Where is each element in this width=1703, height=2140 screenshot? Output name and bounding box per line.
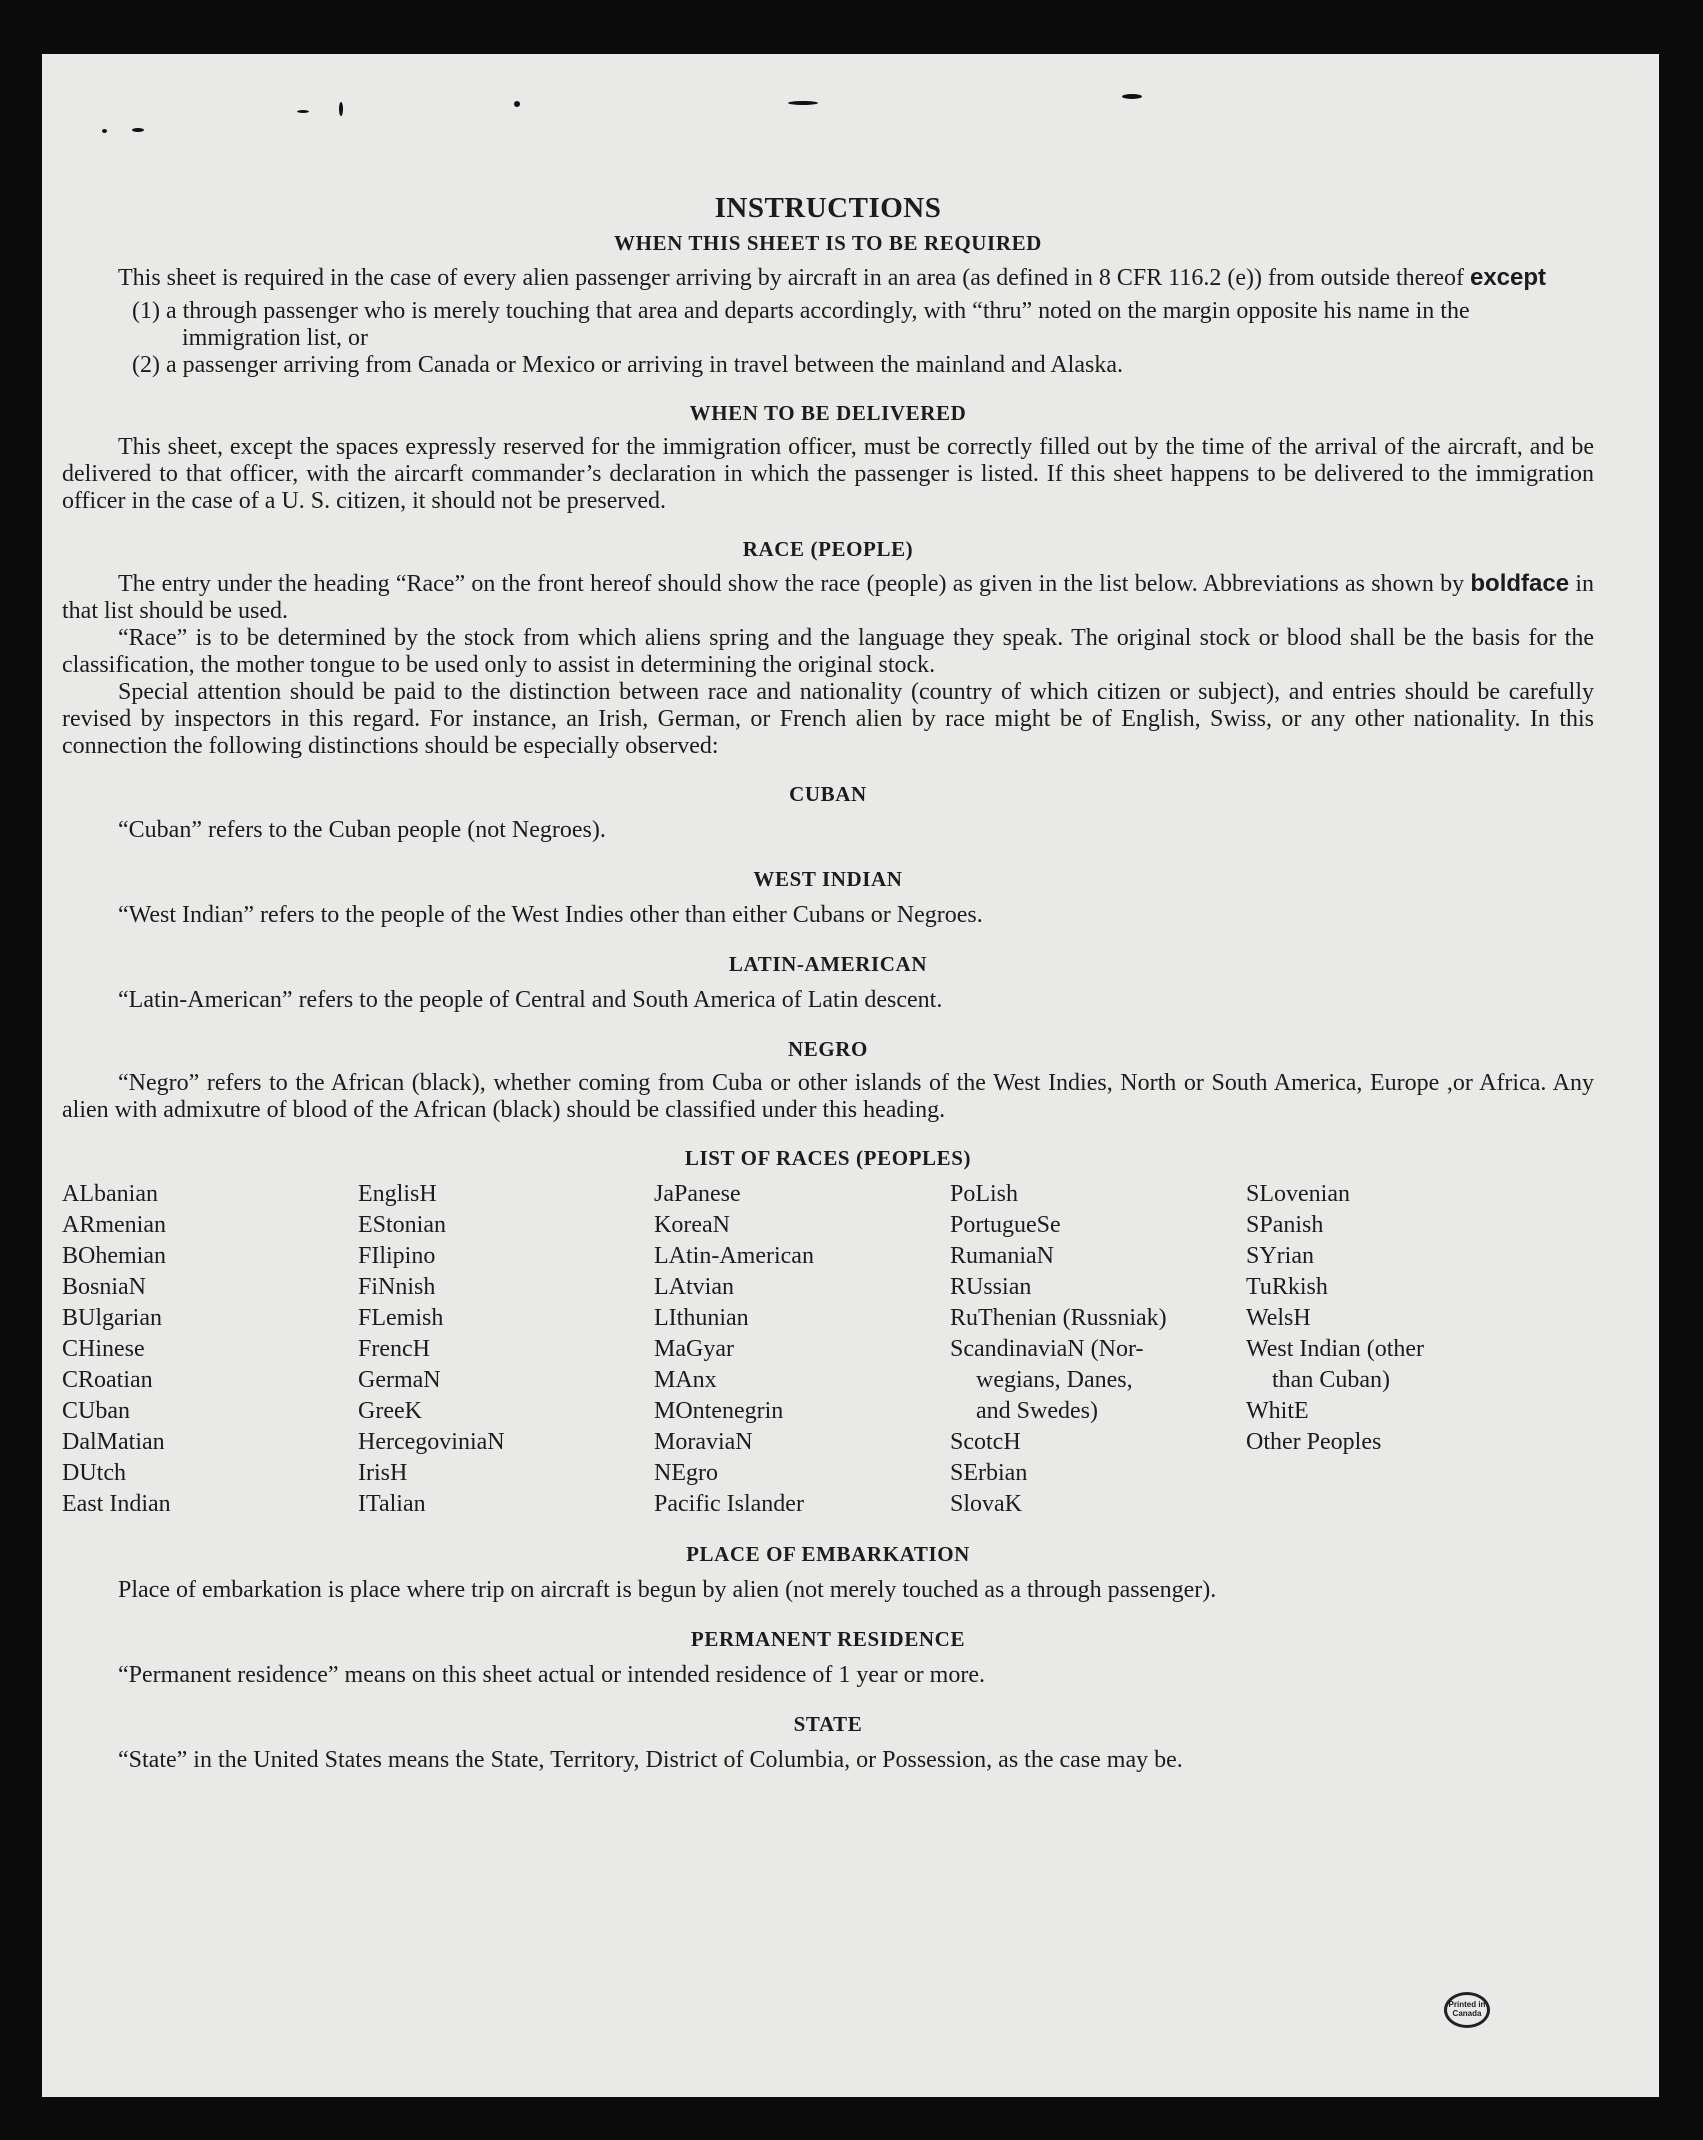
race-entry: East Indian	[62, 1491, 171, 1517]
speck-mark	[514, 101, 520, 107]
race-column-2	[358, 1179, 654, 1520]
race-entry: RuThenian (Russniak)	[950, 1305, 1167, 1331]
heading-permanent-residence: PERMANENT RESIDENCE	[690, 1627, 966, 1651]
race-entry: MAnx	[654, 1367, 717, 1393]
document-page	[42, 54, 1659, 2097]
heading-when-delivered: WHEN TO BE DELIVERED	[689, 401, 967, 425]
heading-state: STATE	[793, 1712, 863, 1736]
heading-race: RACE (PEOPLE)	[742, 537, 914, 561]
race-column-4	[950, 1179, 1246, 1520]
when-required-intro	[62, 264, 1594, 292]
race-p1-bold: boldface	[1470, 570, 1570, 597]
speck-mark	[102, 129, 107, 133]
race-entry: EStonian	[358, 1212, 446, 1238]
race-entry: PortugueSe	[950, 1212, 1061, 1238]
latin-american-text: “Latin-American” refers to the people of Central and South America of Latin descent.	[118, 987, 943, 1013]
state-text: “State” in the United States means the State, Territory, District of Columbia, or Possession, as the case may be.	[118, 1747, 1183, 1773]
embarkation-text: Place of embarkation is place where trip on aircraft is begun by alien (not merely touched as a through passenger).	[118, 1577, 1217, 1603]
race-entry: RUssian	[950, 1274, 1032, 1300]
race-entry: ALbanian	[62, 1181, 158, 1207]
race-entry: LAtvian	[654, 1274, 734, 1300]
heading-west-indian: WEST INDIAN	[753, 867, 903, 891]
race-entry: and Swedes)	[976, 1398, 1098, 1424]
race-entry: WelsH	[1246, 1305, 1311, 1331]
heading-cuban: CUBAN	[789, 782, 867, 806]
race-p1-text-a: The entry under the heading “Race” on the front hereof should show the race (people) as given in the list below. Abbreviations as shown by	[118, 571, 1465, 597]
race-entry: MOntenegrin	[654, 1398, 784, 1424]
heading-latin-american: LATIN-AMERICAN	[728, 952, 928, 976]
race-entry: TuRkish	[1246, 1274, 1328, 1300]
race-entry: SErbian	[950, 1460, 1028, 1486]
race-entry: SlovaK	[950, 1491, 1022, 1517]
race-entry: LAtin-American	[654, 1243, 814, 1269]
race-entry: Other Peoples	[1246, 1429, 1382, 1455]
speck-mark	[132, 128, 144, 132]
race-entry: SYrian	[1246, 1243, 1314, 1269]
heading-embarkation: PLACE OF EMBARKATION	[686, 1542, 970, 1566]
exception-item-1: (1) a through passenger who is merely touching that area and departs accordingly, with “thru” noted on the margin opposite his name in the immigration list, or	[132, 298, 1470, 351]
residence-text: “Permanent residence” means on this sheet actual or intended residence of 1 year or more.	[118, 1662, 985, 1688]
cuban-text: “Cuban” refers to the Cuban people (not Negroes).	[118, 817, 606, 843]
race-column-3	[654, 1179, 950, 1520]
when-delivered-text: This sheet, except the spaces expressly reserved for the immigration officer, must be correctly filled out by the time of the arrival of the aircraft, and be delivered to that officer, with the aircarft commander’s declaration in which the passenger is listed. If this sheet happens to be delivered to the immigration officer in the case of a U. S. citizen, it should not be preserved.	[62, 434, 1594, 514]
race-entry: GreeK	[358, 1398, 422, 1424]
speck-mark	[1122, 94, 1142, 99]
race-entry: Pacific Islander	[654, 1491, 804, 1517]
race-entry: NEgro	[654, 1460, 718, 1486]
race-entry: CHinese	[62, 1336, 145, 1362]
race-entry: wegians, Danes,	[976, 1367, 1133, 1393]
race-entry: IrisH	[358, 1460, 408, 1486]
heading-when-required: WHEN THIS SHEET IS TO BE REQUIRED	[614, 231, 1042, 255]
race-entry: WhitE	[1246, 1398, 1309, 1424]
race-paragraph-2: “Race” is to be determined by the stock from which aliens spring and the language they speak. The original stock or blood shall be the basis for the classification, the mother tongue to be used only to assist in determining the original stock.	[62, 625, 1594, 678]
race-paragraph-3: Special attention should be paid to the distinction between race and nationality (country of which citizen or subject), and entries should be carefully revised by inspectors in this regard. For instance, an Irish, German, or French alien by race might be of English, Swiss, or any other nationality. In this connection the following distinctions should be especially observed:	[62, 679, 1594, 759]
race-p1-text-b: in that list should be used.	[62, 571, 1595, 624]
when-required-intro-text: This sheet is required in the case of every alien passenger arriving by aircraft in an area (as defined in 8 CFR 116.2 (e)) from outside thereof	[118, 265, 1464, 291]
race-entry: ITalian	[358, 1491, 426, 1517]
when-required-intro-bold: except	[1469, 264, 1547, 291]
race-entry: DalMatian	[62, 1429, 165, 1455]
race-paragraph-1	[62, 570, 1594, 625]
race-entry: FiNnish	[358, 1274, 436, 1300]
race-entry: EnglisH	[358, 1181, 437, 1207]
race-entry: BUlgarian	[62, 1305, 162, 1331]
race-entry: than Cuban)	[1272, 1367, 1390, 1393]
speck-mark	[297, 110, 309, 113]
race-entry: BosniaN	[62, 1274, 146, 1300]
race-entry: ARmenian	[62, 1212, 166, 1238]
page-title: INSTRUCTIONS	[714, 192, 942, 224]
race-entry: MaGyar	[654, 1336, 734, 1362]
race-entry: CUban	[62, 1398, 130, 1424]
race-entry: KoreaN	[654, 1212, 730, 1238]
speck-mark	[788, 101, 818, 105]
race-entry: ScotcH	[950, 1429, 1021, 1455]
speck-mark	[339, 102, 343, 116]
race-entry: FLemish	[358, 1305, 444, 1331]
race-entry: West Indian (other	[1246, 1336, 1425, 1362]
race-entry: ScandinaviaN (Nor-	[950, 1336, 1144, 1362]
race-entry: SLovenian	[1246, 1181, 1350, 1207]
race-column-5	[1246, 1179, 1506, 1520]
race-entry: DUtch	[62, 1460, 126, 1486]
race-entry: CRoatian	[62, 1367, 153, 1393]
race-list	[62, 1179, 1594, 1520]
race-entry: RumaniaN	[950, 1243, 1054, 1269]
heading-list-of-races: LIST OF RACES (PEOPLES)	[684, 1146, 972, 1170]
west-indian-text: “West Indian” refers to the people of the West Indies other than either Cubans or Negroes.	[118, 902, 983, 928]
race-entry: MoraviaN	[654, 1429, 753, 1455]
exception-item-2: (2) a passenger arriving from Canada or Mexico or arriving in travel between the mainland and Alaska.	[132, 352, 1123, 378]
race-entry: JaPanese	[654, 1181, 741, 1207]
race-entry: PoLish	[950, 1181, 1019, 1207]
race-entry: FrencH	[358, 1336, 430, 1362]
race-entry: GermaN	[358, 1367, 441, 1393]
race-entry: HercegoviniaN	[358, 1429, 505, 1455]
race-entry: LIthunian	[654, 1305, 749, 1331]
race-entry: SPanish	[1246, 1212, 1324, 1238]
race-entry: FIlipino	[358, 1243, 436, 1269]
race-column-1	[62, 1179, 358, 1520]
heading-negro: NEGRO	[787, 1037, 868, 1061]
negro-text: “Negro” refers to the African (black), whether coming from Cuba or other islands of the West Indies, North or South America, Europe ,or Africa. Any alien with admixutre of blood of the African (black) should be classified under this heading.	[62, 1070, 1594, 1123]
printed-in-canada-stamp: Printed in Canada	[1444, 1992, 1490, 2028]
race-entry: BOhemian	[62, 1243, 166, 1269]
